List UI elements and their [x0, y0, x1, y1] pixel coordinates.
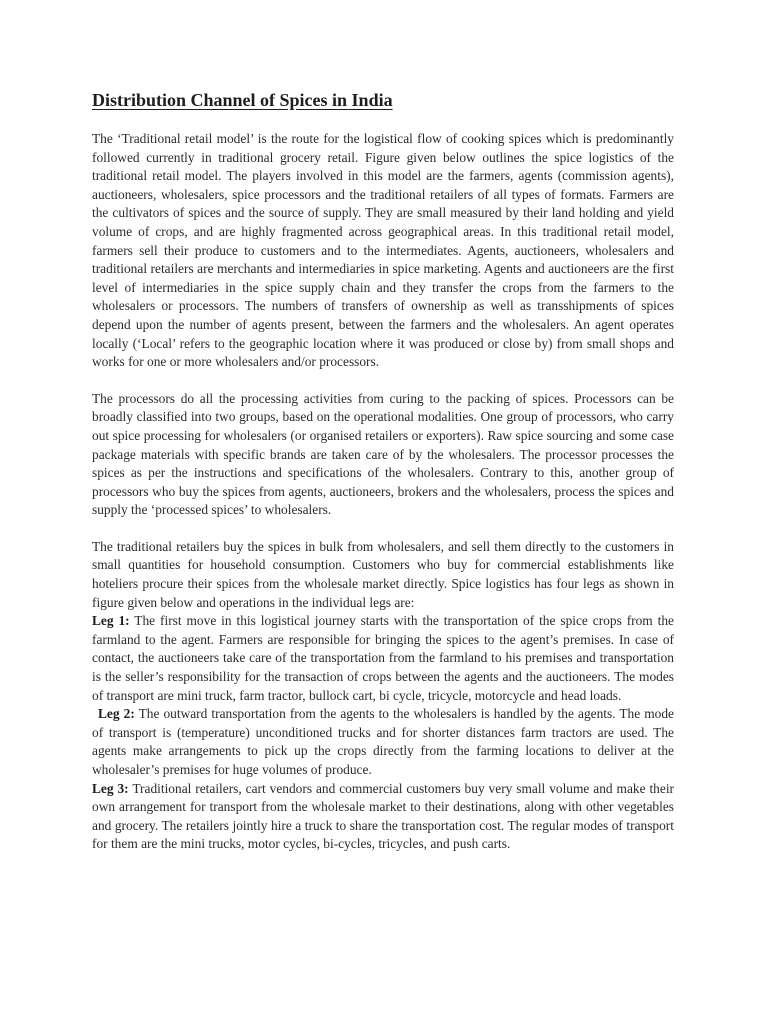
leg-3-text: Traditional retailers, cart vendors and commercial customers buy very small volume and make their own arrangement for transport from the wholesale market to their destinations, along with other vegetables and grocery. The retailers jointly hire a truck to share the transportation cost. The regular modes of transport for them are the mini trucks, motor cycles, bi-cycles, tricycles, and push carts. [92, 780, 674, 852]
leg-2-paragraph [92, 705, 674, 779]
paragraph-spacer [92, 372, 674, 390]
leg-1-paragraph [92, 612, 674, 705]
leg-3-label: Leg 3: [92, 780, 129, 796]
leg-3-paragraph [92, 780, 674, 854]
paragraph-processors: The processors do all the processing activities from curing to the packing of spices. Processors can be broadly classified into two groups, based on the operational modalities. One group of processors, who carry out spice processing for wholesalers (or organised retailers or exporters). Raw spice sourcing and some case package materials with specific brands are taken care of by the wholesalers. The processor processes the spices as per the instructions and specifications of the wholesalers. Contrary to this, another group of processors who buy the spices from agents, auctioneers, brokers and the wholesalers, process the spices and supply the ‘processed spices’ to wholesalers. [92, 390, 674, 518]
paragraph-traditional-retail-model: The ‘Traditional retail model’ is the route for the logistical flow of cooking spices which is predominantly followed currently in traditional grocery retail. Figure given below outlines the spice logistics of the traditional retail model. The players involved in this model are the farmers, agents (commission agents), auctioneers, wholesalers, spice processors and the traditional retailers of all types of formats. Farmers are the cultivators of spices and the source of supply. They are small measured by their land holding and yield volume of crops, and are highly fragmented across geographical areas. In this traditional retail model, farmers sell their produce to customers and to the intermediates. Agents, auctioneers, wholesalers and traditional retailers are merchants and intermediaries in spice marketing. Agents and auctioneers are the first level of intermediaries in the spice supply chain and they transfer the crops from the farmers to the wholesalers or processors. The numbers of transfers of ownership as well as transshipments of spices depend upon the number of agents present, between the farmers and the wholesalers. An agent operates locally (‘Local’ refers to the geographic location where it was produced or close by) from small shops and works for one or more wholesalers and/or processors. [92, 131, 674, 370]
leg-2-label: Leg 2: [98, 706, 135, 722]
document-title: Distribution Channel of Spices in India [92, 90, 393, 110]
document-page [92, 88, 674, 854]
leg-1-text: The first move in this logistical journey starts with the transportation of the spice crops from the farmland to the agent. Farmers are responsible for bringing the spices to the agent’s premises. In case of contact, the auctioneers take care of the transportation from the farmland to his premises and transportation is the seller’s responsibility for the transaction of crops between the agents and the auctioneers. The modes of transport are mini truck, farm tractor, bullock cart, bi cycle, tricycle, motorcycle and head loads. [92, 613, 674, 703]
leg-1-label: Leg 1: [92, 613, 130, 629]
paragraph-spacer [92, 520, 674, 538]
leg-2-text: The outward transportation from the agents to the wholesalers is handled by the agents. The mode of transport is (temperature) unconditioned trucks and for shorter distances farm tractors are used. The agents make arrangements to pick up the crops directly from the farming locations to deliver at the wholesaler’s premises for huge volumes of produce. [92, 706, 674, 777]
paragraph-traditional-retailers: The traditional retailers buy the spices in bulk from wholesalers, and sell them directly to the customers in small quantities for household consumption. Customers who buy for commercial establishments like hoteliers procure their spices from the wholesale market directly. Spice logistics has four legs as shown in figure given below and operations in the individual legs are: [92, 538, 674, 610]
